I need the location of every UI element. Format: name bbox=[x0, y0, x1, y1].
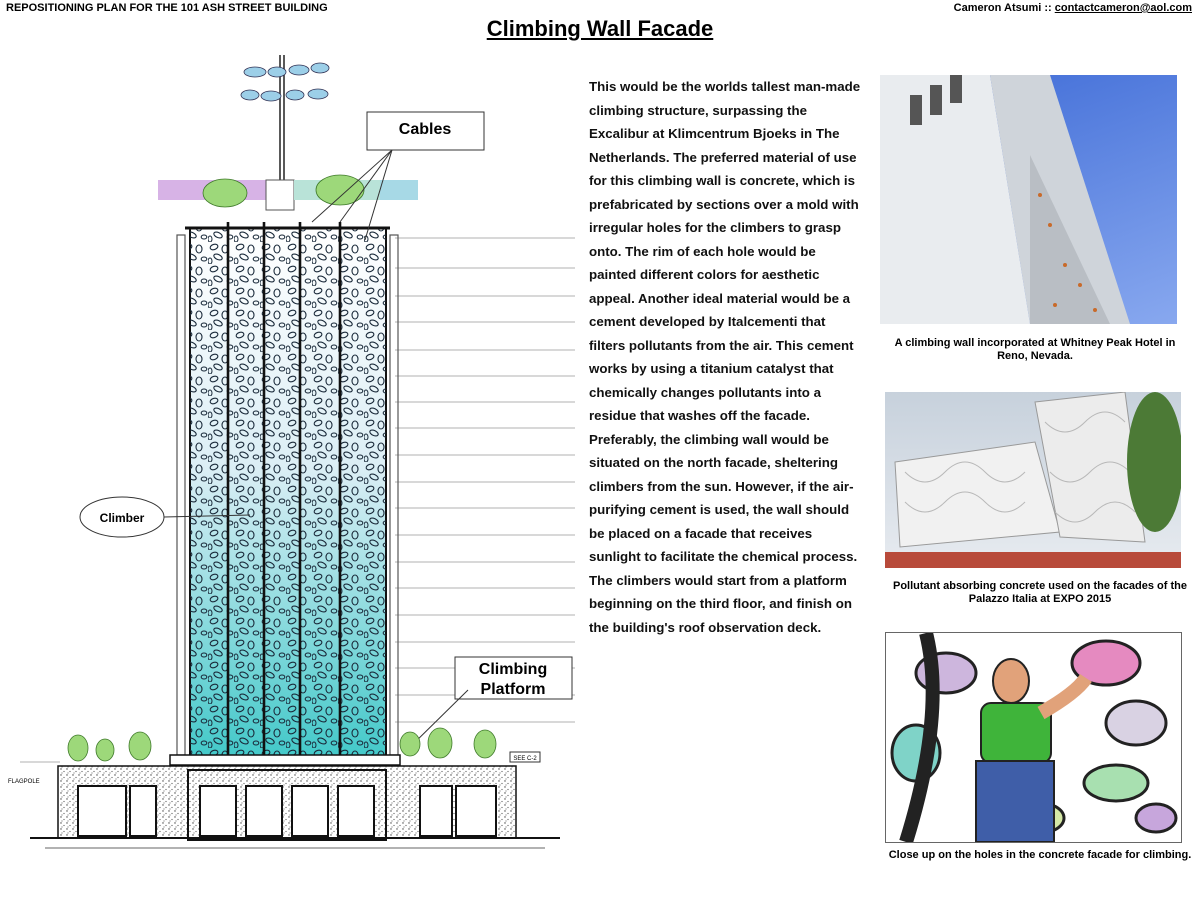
platform-label-line1: Climbing bbox=[478, 661, 548, 678]
body-paragraph bbox=[589, 75, 864, 639]
header-author bbox=[954, 2, 1192, 14]
author-name: Cameron Atsumi :: bbox=[953, 2, 1052, 14]
climber-closeup-illustration bbox=[885, 632, 1182, 843]
turbine-blades bbox=[241, 63, 329, 101]
header-project-title: REPOSITIONING PLAN FOR THE 101 ASH STREET BUILDING bbox=[6, 2, 328, 14]
flagpole-tag: FLAGPOLE bbox=[8, 779, 40, 785]
whitney-peak-photo bbox=[880, 75, 1177, 324]
caption-whitney-peak: A climbing wall incorporated at Whitney Peak Hotel in Reno, Nevada. bbox=[894, 337, 1176, 362]
palazzo-italia-photo bbox=[885, 392, 1181, 568]
body-text: This would be the worlds tallest man-made climbing structure, surpassing the Excalibur at Klimcentrum Bjoeks in The Netherlands. The preferred material of use for this climbing wall is concrete, which is prefabricated by sections over a mold with irregular holes for the climbers to grasp onto. The rim of each hole would be painted different colors for aesthetic appeal. Another ideal material would be a cement developed by Italcementi that filters pollutants from the air. This cement works by using a titanium catalyst that chemically changes pollutants into a residue that washes off the facade. Preferably, the climbing wall would be situated on the north facade, sheltering climbers from the sun. However, if the air-purifying cement is used, the wall should be placed on a facade that receives sunlight to facilitate the chemical process. The climbers would start from a platform beginning on the third floor, and finish on the building's roof observation deck. bbox=[589, 79, 861, 635]
climber-label: Climber bbox=[99, 511, 145, 525]
see-tag: SEE C-2 bbox=[513, 756, 537, 762]
climbing-holes bbox=[190, 228, 386, 763]
page-title: Climbing Wall Facade bbox=[486, 16, 714, 41]
caption-palazzo-italia: Pollutant absorbing concrete used on the facades of the Palazzo Italia at EXPO 2015 bbox=[893, 580, 1187, 605]
cables-label: Cables bbox=[398, 121, 452, 138]
climbing-platform bbox=[170, 755, 400, 765]
platform-label-line2: Platform bbox=[480, 681, 546, 698]
author-email: contactcameron@aol.com bbox=[1054, 2, 1192, 14]
caption-climber-closeup: Close up on the holes in the concrete facade for climbing. bbox=[888, 849, 1192, 861]
building-elevation-drawing bbox=[0, 48, 580, 898]
